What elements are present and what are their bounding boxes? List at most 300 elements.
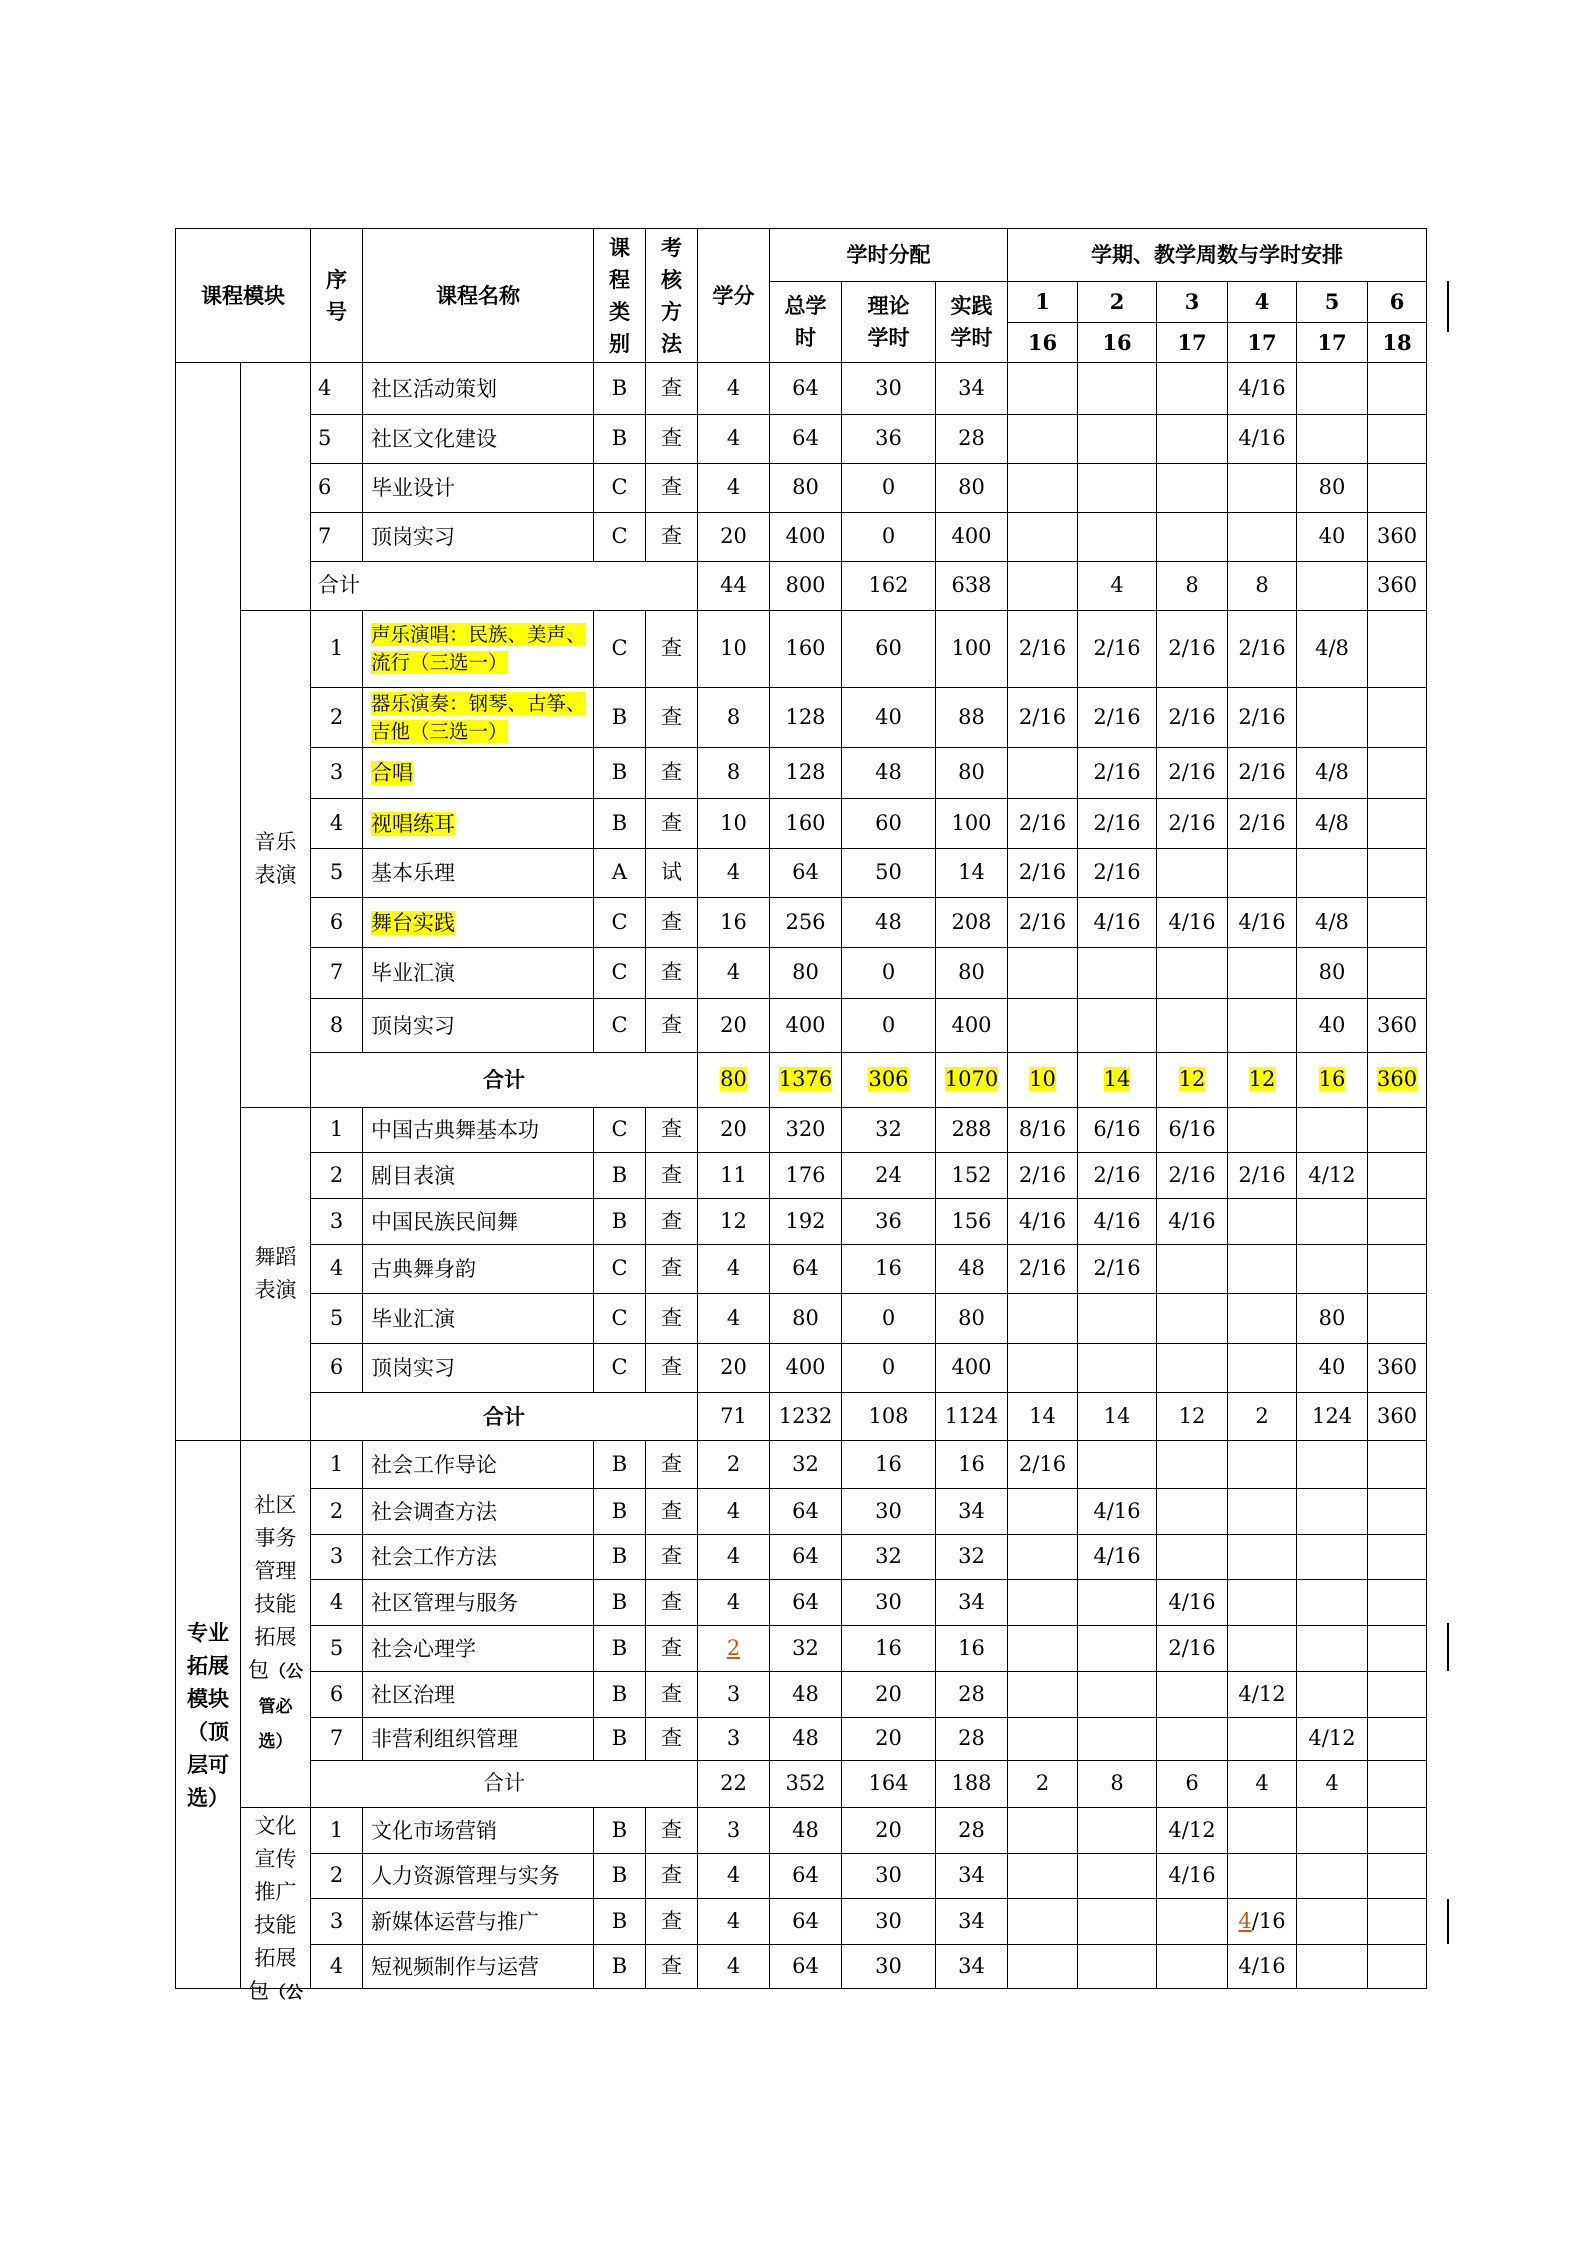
credits-cell xyxy=(698,1580,770,1626)
credits-value: 3 xyxy=(726,1817,741,1842)
semester-5-cell xyxy=(1297,464,1368,513)
theory-cell xyxy=(842,1344,936,1393)
table-row xyxy=(176,1153,1427,1199)
credits-cell xyxy=(698,688,770,748)
course-type: C xyxy=(611,524,628,549)
seq-text: 3 xyxy=(329,1544,344,1569)
theory-cell xyxy=(842,1294,936,1344)
total-cell xyxy=(770,1108,842,1153)
semester-2-cell xyxy=(1078,363,1157,415)
course-name-cell xyxy=(363,464,594,513)
module-label xyxy=(241,1808,310,2003)
theory-value: 0 xyxy=(881,1012,896,1037)
practice-value: 156 xyxy=(951,1208,992,1233)
credits-value: 4 xyxy=(726,1589,741,1614)
seq-text: 1 xyxy=(329,1817,344,1842)
theory-cell xyxy=(842,1672,936,1718)
credits-cell xyxy=(698,799,770,849)
theory-cell xyxy=(842,1626,936,1672)
module-text: 专业 拓展 模块 （顶 层可 选） xyxy=(187,1619,229,1810)
seq-cell xyxy=(311,688,363,748)
seq-cell xyxy=(311,1535,363,1580)
theory-cell xyxy=(842,415,936,464)
semester-6-cell xyxy=(1368,948,1427,999)
semester-value: 360 xyxy=(1377,1012,1418,1037)
module-music xyxy=(241,611,311,1108)
semester-6-cell xyxy=(1368,1441,1427,1489)
credits-cell xyxy=(698,513,770,562)
semester-4-cell xyxy=(1228,1393,1297,1441)
semester-value: 4/12 xyxy=(1308,1726,1356,1751)
header-teaching-weeks: 17 xyxy=(1297,323,1368,363)
course-type-cell xyxy=(594,1535,646,1580)
credits-value: 4 xyxy=(726,375,741,400)
semester-2-cell xyxy=(1078,464,1157,513)
semester-3-cell xyxy=(1157,1294,1228,1344)
semester-2-cell xyxy=(1078,1489,1157,1535)
total-cell xyxy=(770,999,842,1053)
assessment-cell xyxy=(646,1718,698,1761)
semester-5-cell xyxy=(1297,1199,1368,1245)
practice-cell xyxy=(936,748,1008,799)
semester-value: 2/16 xyxy=(1238,760,1286,785)
practice-value: 32 xyxy=(958,1544,985,1569)
semester-value: 2/16 xyxy=(1168,636,1216,661)
semester-2-cell xyxy=(1078,1108,1157,1153)
module-text: 舞蹈 表演 xyxy=(254,1245,297,1302)
module-blank xyxy=(176,363,241,1441)
semester-4-cell xyxy=(1228,1489,1297,1535)
practice-cell xyxy=(936,1294,1008,1344)
credits-cell xyxy=(698,1393,770,1441)
course-name: 人力资源管理与实务 xyxy=(371,1864,560,1888)
course-name: 器乐演奏：钢琴、古筝、 吉他（三选一） xyxy=(371,691,586,743)
practice-cell xyxy=(936,1245,1008,1294)
course-type: B xyxy=(611,704,628,729)
semester-value: 2/16 xyxy=(1238,810,1286,835)
course-type: B xyxy=(611,1162,628,1187)
semester-value: 4/16 xyxy=(1168,1208,1216,1233)
credits-cell xyxy=(698,849,770,898)
assessment-method: 查 xyxy=(661,1681,682,1706)
practice-cell xyxy=(936,1108,1008,1153)
semester-value: 12 xyxy=(1178,1403,1206,1428)
total-value: 176 xyxy=(785,1162,826,1187)
seq-cell xyxy=(311,849,363,898)
semester-4-cell xyxy=(1228,464,1297,513)
semester-3-cell xyxy=(1157,415,1228,464)
seq-text: 7 xyxy=(329,1726,344,1751)
course-name: 社会调查方法 xyxy=(371,1499,497,1524)
total-cell xyxy=(770,1808,842,1854)
total-cell xyxy=(770,1294,842,1344)
semester-2-cell xyxy=(1078,1718,1157,1761)
theory-value: 0 xyxy=(881,1355,896,1380)
practice-cell xyxy=(936,1672,1008,1718)
semester-value: 4/16 xyxy=(1093,909,1141,934)
semester-2-cell xyxy=(1078,1441,1157,1489)
course-type-cell xyxy=(594,363,646,415)
assessment-cell xyxy=(646,1153,698,1199)
total-cell xyxy=(770,1053,842,1108)
table-row xyxy=(176,1489,1427,1535)
semester-1-cell xyxy=(1008,513,1078,562)
course-type-cell xyxy=(594,464,646,513)
module-blank xyxy=(241,363,311,611)
course-type: C xyxy=(611,960,628,985)
total-value: 160 xyxy=(785,810,826,835)
semester-5-cell xyxy=(1297,1672,1368,1718)
semester-4-cell xyxy=(1228,1761,1297,1808)
semester-4-cell xyxy=(1228,1626,1297,1672)
semester-5-cell xyxy=(1297,1489,1368,1535)
semester-value: 2 xyxy=(1035,1771,1050,1796)
assessment-cell xyxy=(646,748,698,799)
course-type-cell xyxy=(594,999,646,1053)
semester-2-cell xyxy=(1078,1899,1157,1945)
total-value: 48 xyxy=(792,1726,819,1751)
assessment-method: 查 xyxy=(661,1726,682,1751)
table-row xyxy=(176,1108,1427,1153)
assessment-method: 查 xyxy=(661,1863,682,1888)
semester-4-cell xyxy=(1228,688,1297,748)
module-note: （公 管必 选） xyxy=(258,1662,303,1752)
course-name-cell xyxy=(363,799,594,849)
practice-cell xyxy=(936,1761,1008,1808)
credits-value: 4 xyxy=(726,960,741,985)
practice-value: 100 xyxy=(951,810,992,835)
practice-value: 34 xyxy=(958,375,985,400)
course-type-cell xyxy=(594,1808,646,1854)
theory-cell xyxy=(842,999,936,1053)
seq-text: 5 xyxy=(318,426,332,451)
credits-cell xyxy=(698,1808,770,1854)
practice-cell xyxy=(936,948,1008,999)
practice-cell xyxy=(936,415,1008,464)
practice-cell xyxy=(936,1808,1008,1854)
semester-value: 4/12 xyxy=(1238,1681,1286,1706)
practice-cell xyxy=(936,611,1008,688)
module-text: 社区 事务 管理 技能 拓展 包 xyxy=(248,1493,297,1682)
semester-value: 4/16 xyxy=(1168,1589,1216,1614)
semester-2-cell xyxy=(1078,1761,1157,1808)
total-cell xyxy=(770,1626,842,1672)
credits-cell xyxy=(698,1108,770,1153)
semester-value: 2/16 xyxy=(1093,1162,1141,1187)
course-name: 视唱练耳 xyxy=(371,811,455,836)
seq-cell xyxy=(311,363,363,415)
semester-6-cell xyxy=(1368,1053,1427,1108)
practice-cell xyxy=(936,1441,1008,1489)
total-cell xyxy=(770,948,842,999)
assessment-cell xyxy=(646,1808,698,1854)
course-type: B xyxy=(611,1953,628,1978)
total-value: 64 xyxy=(792,1908,819,1933)
semester-value: 12 xyxy=(1178,1067,1206,1092)
semester-2-cell xyxy=(1078,513,1157,562)
semester-5-cell xyxy=(1297,1718,1368,1761)
semester-6-cell xyxy=(1368,513,1427,562)
seq-cell xyxy=(311,1626,363,1672)
total-cell xyxy=(770,1441,842,1489)
practice-cell xyxy=(936,1945,1008,1989)
credits-cell xyxy=(698,948,770,999)
header-teaching-weeks: 16 xyxy=(1078,323,1157,363)
semester-value: 4/16 xyxy=(1168,909,1216,934)
semester-value: 4/8 xyxy=(1315,636,1349,661)
course-name-cell xyxy=(363,849,594,898)
total-cell xyxy=(770,1761,842,1808)
subtotal-row xyxy=(176,562,1427,611)
semester-6-cell xyxy=(1368,1899,1427,1945)
semester-value: 4/12 xyxy=(1168,1817,1216,1842)
semester-3-cell xyxy=(1157,849,1228,898)
course-type: B xyxy=(611,1908,628,1933)
theory-value: 0 xyxy=(881,1305,896,1330)
semester-3-cell xyxy=(1157,1108,1228,1153)
seq-text: 4 xyxy=(329,1256,344,1281)
semester-2-cell xyxy=(1078,1199,1157,1245)
credits-value: 4 xyxy=(726,860,741,885)
semester-5-cell xyxy=(1297,1535,1368,1580)
theory-cell xyxy=(842,611,936,688)
total-cell xyxy=(770,363,842,415)
semester-6-cell xyxy=(1368,1153,1427,1199)
semester-value: 2/16 xyxy=(1238,636,1286,661)
semester-4-cell xyxy=(1228,1108,1297,1153)
semester-4-cell xyxy=(1228,1294,1297,1344)
semester-3-cell xyxy=(1157,611,1228,688)
semester-2-cell xyxy=(1078,898,1157,948)
header-practice-hours: 实践 学时 xyxy=(936,282,1008,363)
theory-value: 40 xyxy=(875,704,902,729)
assessment-cell xyxy=(646,1294,698,1344)
semester-4-cell xyxy=(1228,1535,1297,1580)
credits-value: 4 xyxy=(726,1544,741,1569)
semester-value: 8 xyxy=(1185,573,1199,598)
theory-value: 162 xyxy=(868,573,909,598)
total-value: 256 xyxy=(785,909,826,934)
table-row xyxy=(176,1808,1427,1854)
semester-value: 40 xyxy=(1318,1355,1346,1380)
semester-6-cell xyxy=(1368,1945,1427,1989)
subtotal-label: 合计 xyxy=(483,1403,525,1429)
total-cell xyxy=(770,1153,842,1199)
assessment-cell xyxy=(646,688,698,748)
credits-cell xyxy=(698,1718,770,1761)
credits-value: 4 xyxy=(726,1953,741,1978)
semester-2-cell xyxy=(1078,1393,1157,1441)
course-type-cell xyxy=(594,948,646,999)
semester-value: 124 xyxy=(1311,1403,1353,1428)
assessment-cell xyxy=(646,464,698,513)
course-name: 社区活动策划 xyxy=(371,376,497,401)
practice-value: 28 xyxy=(958,426,985,451)
table-row xyxy=(176,1245,1427,1294)
course-name: 基本乐理 xyxy=(371,861,455,885)
header-teaching-weeks: 17 xyxy=(1228,323,1297,363)
semester-1-cell xyxy=(1008,1393,1078,1441)
semester-6-cell xyxy=(1368,1580,1427,1626)
table-row xyxy=(176,464,1427,513)
total-cell xyxy=(770,799,842,849)
course-type: B xyxy=(611,1589,628,1614)
theory-value: 48 xyxy=(875,760,902,785)
theory-value: 16 xyxy=(875,1256,902,1281)
semester-5-cell xyxy=(1297,748,1368,799)
course-type: C xyxy=(611,909,628,934)
course-name-cell xyxy=(363,898,594,948)
semester-5-cell xyxy=(1297,1580,1368,1626)
assessment-method: 查 xyxy=(661,1117,682,1142)
theory-cell xyxy=(842,748,936,799)
semester-3-cell xyxy=(1157,1489,1228,1535)
course-type-cell xyxy=(594,748,646,799)
course-type: B xyxy=(611,1681,628,1706)
course-name: 新媒体运营与推广 xyxy=(371,1909,539,1934)
module-dance xyxy=(241,1108,311,1441)
course-type-cell xyxy=(594,1108,646,1153)
practice-value: 16 xyxy=(958,1451,985,1476)
semester-value: 2/16 xyxy=(1093,860,1141,885)
practice-value: 48 xyxy=(958,1256,985,1281)
semester-3-cell xyxy=(1157,363,1228,415)
semester-2-cell xyxy=(1078,948,1157,999)
semester-6-cell xyxy=(1368,1294,1427,1344)
theory-value: 32 xyxy=(875,1117,902,1142)
seq-cell xyxy=(311,1153,363,1199)
total-value: 1232 xyxy=(778,1403,833,1428)
semester-value: 2/16 xyxy=(1093,636,1141,661)
course-name-cell xyxy=(363,1294,594,1344)
semester-3-cell xyxy=(1157,1535,1228,1580)
semester-5-cell xyxy=(1297,415,1368,464)
theory-cell xyxy=(842,948,936,999)
credits-value: 10 xyxy=(720,810,747,835)
semester-2-cell xyxy=(1078,1294,1157,1344)
semester-value: 2/16 xyxy=(1018,1451,1067,1476)
total-value: 64 xyxy=(792,426,819,451)
module-community xyxy=(241,1441,311,1808)
assessment-cell xyxy=(646,849,698,898)
theory-cell xyxy=(842,1489,936,1535)
semester-1-cell xyxy=(1008,562,1078,611)
semester-value: 2 xyxy=(1255,1403,1269,1428)
credits-cell xyxy=(698,1344,770,1393)
semester-value: 2/16 xyxy=(1018,704,1067,729)
semester-value: 4 xyxy=(1110,573,1124,598)
theory-value: 164 xyxy=(868,1771,909,1796)
total-value: 48 xyxy=(792,1817,819,1842)
semester-4-cell xyxy=(1228,415,1297,464)
total-value: 32 xyxy=(792,1451,819,1476)
semester-6-cell xyxy=(1368,1393,1427,1441)
credits-value: 4 xyxy=(726,1498,741,1523)
subtotal-row xyxy=(176,1761,1427,1808)
semester-value: 4/16 xyxy=(1093,1208,1141,1233)
theory-value: 30 xyxy=(875,1953,902,1978)
practice-cell xyxy=(936,1626,1008,1672)
total-value: 64 xyxy=(792,1589,819,1614)
theory-value: 48 xyxy=(875,909,902,934)
course-name-cell xyxy=(363,748,594,799)
practice-cell xyxy=(936,464,1008,513)
seq-text: 3 xyxy=(329,760,344,785)
practice-value: 34 xyxy=(958,1498,985,1523)
semester-value: 6/16 xyxy=(1093,1117,1141,1142)
semester-5-cell xyxy=(1297,1945,1368,1989)
assessment-cell xyxy=(646,1854,698,1899)
credits-cell xyxy=(698,1535,770,1580)
table-row xyxy=(176,999,1427,1053)
semester-1-cell xyxy=(1008,1808,1078,1854)
table-row xyxy=(176,748,1427,799)
module-note: （公 xyxy=(269,1983,303,2003)
seq-text: 5 xyxy=(329,1635,344,1660)
assessment-method: 查 xyxy=(661,909,682,934)
practice-value: 188 xyxy=(951,1771,992,1796)
course-name-cell xyxy=(363,363,594,415)
semester-1-cell xyxy=(1008,1108,1078,1153)
semester-value: 2/16 xyxy=(1168,810,1216,835)
course-name: 社区治理 xyxy=(371,1682,455,1707)
assessment-cell xyxy=(646,513,698,562)
course-name-cell xyxy=(363,611,594,688)
assessment-method: 查 xyxy=(661,1451,682,1476)
practice-cell xyxy=(936,562,1008,611)
course-type-cell xyxy=(594,1672,646,1718)
course-type-cell xyxy=(594,1153,646,1199)
semester-3-cell xyxy=(1157,1626,1228,1672)
course-name: 声乐演唱：民族、美声、 流行（三选一） xyxy=(371,623,586,674)
course-type-cell xyxy=(594,688,646,748)
header-teaching-weeks: 18 xyxy=(1368,323,1427,363)
curriculum-sheet xyxy=(175,228,1428,2003)
credits-cell xyxy=(698,562,770,611)
total-value: 80 xyxy=(792,960,819,985)
course-type-cell xyxy=(594,1718,646,1761)
seq-cell xyxy=(311,1245,363,1294)
semester-1-cell xyxy=(1008,1153,1078,1199)
semester-3-cell xyxy=(1157,1899,1228,1945)
subtotal-label: 合计 xyxy=(483,1771,525,1796)
semester-value: 360 xyxy=(1377,1355,1418,1380)
table-row xyxy=(176,1580,1427,1626)
credits-cell xyxy=(698,999,770,1053)
semester-1-cell xyxy=(1008,611,1078,688)
semester-3-cell xyxy=(1157,1945,1228,1989)
theory-value: 24 xyxy=(875,1162,902,1187)
semester-4-cell xyxy=(1228,898,1297,948)
seq-cell xyxy=(311,1489,363,1535)
seq-cell xyxy=(311,748,363,799)
credits-cell xyxy=(698,1945,770,1989)
semester-value: 4/16 xyxy=(1093,1498,1141,1523)
theory-cell xyxy=(842,1393,936,1441)
theory-cell xyxy=(842,1718,936,1761)
revision-bar xyxy=(1447,1899,1449,1944)
course-type: B xyxy=(611,375,628,400)
practice-cell xyxy=(936,898,1008,948)
semester-value: 10 xyxy=(1029,1067,1056,1092)
total-cell xyxy=(770,748,842,799)
credits-value: 8 xyxy=(726,704,741,729)
theory-cell xyxy=(842,464,936,513)
practice-value: 34 xyxy=(958,1908,985,1933)
total-value: 128 xyxy=(785,704,826,729)
semester-4-cell xyxy=(1228,1808,1297,1854)
course-name-cell xyxy=(363,513,594,562)
